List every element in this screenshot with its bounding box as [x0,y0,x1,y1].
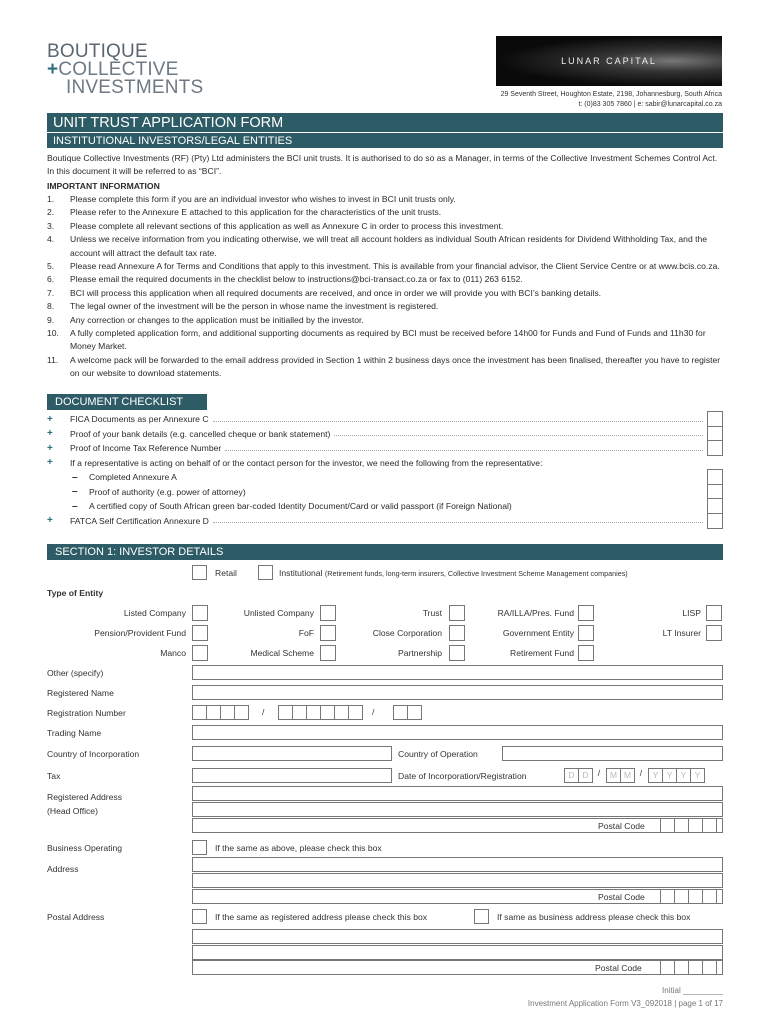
entity-type-checkbox[interactable] [320,645,336,661]
date-separator: / [597,768,601,778]
registered-name-label: Registered Name [47,688,114,698]
important-item [47,287,723,300]
postal-address-line1[interactable] [192,929,723,944]
business-operating-label: Business Operating [47,843,122,853]
item-text: The legal owner of the investment will be the person in whose name the investment is registered. [70,301,439,312]
date-digit-box[interactable]: D [564,768,579,783]
item-number: 4. [47,234,55,245]
important-item [47,314,723,327]
entity-type-label: Manco [160,648,186,658]
business-address-line2[interactable] [192,873,723,888]
logo-line1: BOUTIQUE [47,41,148,62]
country-operation-input[interactable] [502,746,723,761]
form-title-bar [47,113,723,148]
checklist-item [47,456,707,471]
date-incorporation-label: Date of Incorporation/Registration [398,771,527,781]
item-number: 2. [47,207,55,218]
item-text: Please complete all relevant sections of this application as well as Annexure C in order to process this investment. [70,220,504,231]
item-text: Unless we receive information from you indicating otherwise, we will treat all account holders as individual South African residents for Dividend Withholding Tax, and the account will attract the default tax rate. [70,234,708,258]
initial-line: Initial _________ [662,986,723,995]
postal-code-label-1: Postal Code [598,821,645,831]
date-incorporation-input[interactable] [564,768,704,783]
type-of-entity-label: Type of Entity [47,588,104,598]
trading-name-input[interactable] [192,725,723,740]
same-as-business-checkbox[interactable] [474,909,489,924]
important-heading: IMPORTANT INFORMATION [47,181,160,191]
address-label: Address [47,864,79,874]
checklist-text: If a representative is acting on behalf of or the contact person for the investor, we need the following from the representative: [70,457,543,468]
item-number: 3. [47,220,55,231]
entity-type-label: Medical Scheme [250,648,314,658]
postal-address-label: Postal Address [47,912,105,922]
postal-code-label-2: Postal Code [598,892,645,902]
reg-slash-2: / [372,707,375,717]
trading-name-label: Trading Name [47,728,102,738]
date-digit-box[interactable]: Y [648,768,663,783]
postal-code-input-2[interactable] [660,889,716,906]
bci-logo [47,43,203,97]
entity-type-checkbox[interactable] [320,605,336,621]
checklist-heading: DOCUMENT CHECKLIST [47,394,207,410]
dotted-leader [334,428,703,436]
plus-bullet-icon: + [47,413,53,425]
postal-address-line2[interactable] [192,945,723,960]
important-item [47,273,723,286]
retail-checkbox[interactable] [192,565,207,580]
entity-type-checkbox[interactable] [449,645,465,661]
checklist-text: Proof of authority (e.g. power of attorney) [89,486,246,497]
item-number: 10. [47,328,59,339]
item-number: 9. [47,314,55,325]
checklist-item [47,499,707,514]
checklist-text: Proof of your bank details (e.g. cancelled cheque or bank statement) [70,428,331,439]
checklist-item [47,427,707,442]
registered-name-input[interactable] [192,685,723,700]
date-digit-box[interactable]: Y [662,768,677,783]
entity-type-checkbox[interactable] [192,605,208,621]
other-specify-input[interactable] [192,665,723,680]
item-text: A fully completed application form, and additional supporting documents as required by BCI must be received before 14h00 for Funds and Fund of Funds and 11h30 for Money Market. [70,328,706,352]
important-item [47,354,723,381]
plus-bullet-icon: + [47,457,53,469]
entity-type-label: Partnership [398,648,442,658]
date-digit-box[interactable]: Y [676,768,691,783]
item-number: 1. [47,194,55,204]
same-as-above-checkbox[interactable] [192,840,207,855]
important-item [47,206,723,219]
item-number: 7. [47,287,55,298]
item-text: Please read Annexure A for Terms and Conditions that apply to this investment. This is available from your financial advisor, the Client Service Centre or at www.bcis.co.za. [70,261,720,272]
entity-type-label: RA/ILLA/Pres. Fund [497,608,574,618]
country-incorporation-label: Country of Incorporation [47,749,140,759]
logo-line3: INVESTMENTS [66,77,204,98]
entity-type-label: Listed Company [123,608,186,618]
checklist-text: FICA Documents as per Annexure C [70,414,209,425]
checklist-item [47,470,707,485]
entity-type-label: Government Entity [502,628,574,638]
section1-heading: SECTION 1: INVESTOR DETAILS [47,544,723,560]
partner-address: 29 Seventh Street, Houghton Estate, 2198, Johannesburg, South Africa t: (0)83 305 7860 | e: sabir@lunarcapital.co.za [500,91,722,108]
checklist-item [47,514,707,529]
entity-type-checkbox[interactable] [192,625,208,641]
tax-label: Tax [47,771,61,781]
institutional-label: Institutional (Retirement funds, long-term insurers, Collective Investment Scheme Management companies) [279,568,628,578]
entity-type-label: LISP [682,608,701,618]
postal-code-input-1[interactable] [660,818,716,835]
business-address-line1[interactable] [192,857,723,872]
item-text: A welcome pack will be forwarded to the email address provided in Section 1 within 2 business days once the investment has been finalised, thereafter you have to register on our website to download statements. [70,354,721,379]
plus-bullet-icon: + [47,428,53,440]
item-number: 11. [47,354,59,365]
head-office-label: (Head Office) [47,806,98,816]
checklist-item [47,441,707,456]
entity-type-checkbox[interactable] [578,605,594,621]
dash-bullet: – [72,471,78,483]
postal-code-label-3: Postal Code [595,963,642,973]
retail-label: Retail [215,568,237,578]
item-text: Please refer to the Annexure E attached to this application for the characteristics of the unit trusts. [70,207,442,218]
form-subtitle: INSTITUTIONAL INVESTORS/LEGAL ENTITIES [47,132,723,148]
important-item [47,300,723,313]
entity-type-checkbox[interactable] [706,625,722,641]
entity-type-checkbox[interactable] [449,625,465,641]
dash-bullet: – [72,486,78,498]
important-item [47,260,723,273]
item-text: Please complete this form if you are an individual investor who wishes to invest in BCI unit trusts only. [70,194,456,204]
item-text: Please email the required documents in the checklist below to instructions@bci-transact.co.za or fax to (011) 263 6152. [70,274,523,285]
tax-input[interactable] [192,768,392,783]
registered-address-line2[interactable] [192,802,723,817]
date-digit-box[interactable]: M [606,768,621,783]
entity-type-checkbox[interactable] [578,645,594,661]
registered-address-label: Registered Address [47,792,122,802]
plus-bullet-icon: + [47,442,53,454]
important-item [47,193,723,206]
item-number: 6. [47,274,55,285]
registration-number-label: Registration Number [47,708,126,718]
entity-type-label: FoF [298,628,314,638]
item-number: 8. [47,301,55,312]
dotted-leader [225,443,703,451]
logo-line2: +COLLECTIVE [47,59,179,80]
date-separator: / [639,768,643,778]
country-incorporation-input[interactable] [192,746,392,761]
same-as-registered-checkbox[interactable] [192,909,207,924]
dotted-leader [213,515,703,523]
item-number: 5. [47,261,55,272]
same-as-business-label: If same as business address please check this box [497,912,691,922]
entity-type-label: Unlisted Company [243,608,314,618]
entity-type-label: Trust [422,608,442,618]
checklist-checkbox[interactable] [707,440,723,456]
checklist-text: A certified copy of South African green bar-coded Identity Document/Card or valid passport (if Foreign National) [89,501,512,512]
date-digit-box[interactable]: M [620,768,635,783]
date-digit-box[interactable]: Y [690,768,705,783]
important-list [47,193,723,381]
registered-address-line1[interactable] [192,786,723,801]
entity-type-checkbox[interactable] [578,625,594,641]
checklist-item [47,485,707,500]
postal-code-input-3[interactable] [660,960,716,977]
entity-type-checkbox[interactable] [320,625,336,641]
plus-bullet-icon: + [47,515,53,527]
checklist-checkbox[interactable] [707,513,723,529]
date-digit-box[interactable]: D [578,768,593,783]
lunar-capital-logo: LUNAR CAPITAL [496,36,722,86]
document-checklist [47,412,707,528]
other-specify-label: Other (specify) [47,668,104,678]
checklist-text: Completed Annexure A [89,472,177,483]
same-as-registered-label: If the same as registered address please check this box [215,912,428,922]
entity-type-checkbox[interactable] [449,605,465,621]
plus-icon: + [47,59,59,80]
important-item [47,233,723,260]
checklist-text: Proof of Income Tax Reference Number [70,443,222,454]
item-text: BCI will process this application when all required documents are received, and once in order we will provide you with BCI’s banking details. [70,287,602,298]
institutional-checkbox[interactable] [258,565,273,580]
dash-bullet: – [72,500,78,512]
entity-type-checkbox[interactable] [706,605,722,621]
intro-paragraph: Boutique Collective Investments (RF) (Pty) Ltd administers the BCI unit trusts. It is authorised to do so as a Manager, in terms of the Collective Investment Schemes Control Act. In this document it will be referred to as “BCI”. [47,153,718,177]
entity-type-label: Pension/Provident Fund [94,628,186,638]
entity-type-label: Close Corporation [372,628,442,638]
entity-type-label: LT Insurer [662,628,701,638]
registration-number-input[interactable] [192,705,248,722]
checklist-text: FATCA Self Certification Annexure D [70,515,209,526]
important-item [47,220,723,233]
same-as-above-label: If the same as above, please check this box [215,843,382,853]
dotted-leader [213,414,703,422]
country-operation-label: Country of Operation [398,749,478,759]
entity-type-label: Retirement Fund [509,648,574,658]
checklist-item [47,412,707,427]
item-text: Any correction or changes to the application must be initialled by the investor. [70,314,364,325]
registration-number-end[interactable] [393,705,421,722]
important-item [47,327,723,354]
entity-type-checkbox[interactable] [192,645,208,661]
registration-number-mid[interactable] [278,705,362,722]
reg-slash-1: / [262,707,265,717]
page-footer: Investment Application Form V3_092018 | page 1 of 17 [527,999,723,1008]
postal-address-line3[interactable] [192,960,723,975]
form-title: UNIT TRUST APPLICATION FORM [53,115,284,131]
